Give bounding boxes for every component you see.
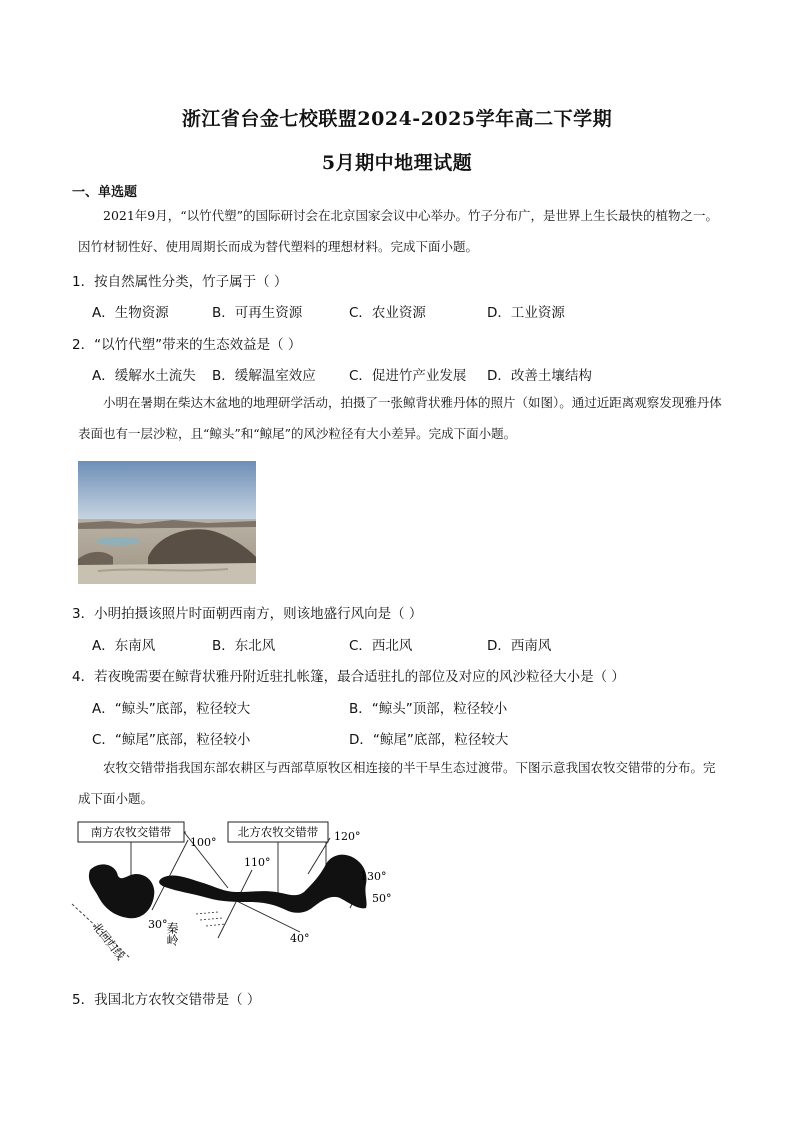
q3-option-a: A．东南风 bbox=[92, 638, 156, 654]
q4-option-b: B．“鲸头”顶部，粒径较小 bbox=[349, 701, 508, 717]
south-label: 南方农牧交错带 bbox=[90, 825, 172, 839]
question-1: 1．按自然属性分类，竹子属于（ ） bbox=[72, 274, 288, 290]
q3-option-c: C．西北风 bbox=[349, 638, 413, 654]
q2-option-a: A．缓解水土流失 bbox=[92, 368, 196, 384]
q1-option-d: D．工业资源 bbox=[487, 305, 565, 321]
q1-option-b: B．可再生资源 bbox=[212, 305, 303, 321]
q2-option-c: C．促进竹产业发展 bbox=[349, 368, 467, 384]
section-heading: 一、单选题 bbox=[72, 185, 138, 200]
yardang-photo-image bbox=[78, 461, 256, 584]
passage-bamboo: 2021年9月，“以竹代塑”的国际研讨会在北京国家会议中心举办。竹子分布广，是世界上生长最快的植物之一。因竹材韧性好、使用周期长而成为替代塑料的理想材料。完成下面小题。 bbox=[78, 208, 719, 254]
lon-130-label: 130° bbox=[360, 870, 387, 883]
passage-yardang: 小明在暑期在柴达木盆地的地理研学活动，拍摄了一张鲸背状雅丹体的照片（如图）。通过近距离观察发现雅丹体表面也有一层沙粒，且“鲸头”和“鲸尾”的风沙粒径有大小差异。完成下面小题。 bbox=[78, 395, 722, 441]
lat-50-label: 50° bbox=[372, 892, 392, 905]
q4-option-a: A．“鲸头”底部，粒径较大 bbox=[92, 701, 251, 717]
question-3: 3．小明拍摄该照片时面朝西南方，则该地盛行风向是（ ） bbox=[72, 606, 423, 622]
q4-option-d: D．“鲸尾”底部，粒径较大 bbox=[349, 732, 509, 748]
tropic-label: 北回归线 bbox=[89, 919, 127, 963]
lon-110-label: 110° bbox=[244, 856, 271, 869]
doc-title-line1: 浙江省台金七校联盟2024-2025学年高二下学期 bbox=[181, 108, 613, 130]
question-5: 5．我国北方农牧交错带是（ ） bbox=[72, 992, 261, 1008]
qinling-label: 秦岭 bbox=[165, 922, 179, 946]
ecotone-map-figure bbox=[68, 818, 408, 976]
ecotone-map bbox=[68, 818, 408, 976]
q1-option-c: C．农业资源 bbox=[349, 305, 426, 321]
south-belt-shape bbox=[89, 864, 154, 918]
q3-option-b: B．东北风 bbox=[212, 638, 276, 654]
yardang-photo bbox=[78, 461, 256, 584]
q4-option-c: C．“鲸尾”底部，粒径较小 bbox=[92, 732, 251, 748]
lat-30-label: 30° bbox=[148, 918, 168, 931]
lat-40-label: 40° bbox=[290, 932, 310, 945]
q2-option-d: D．改善土壤结构 bbox=[487, 368, 592, 384]
passage-ecotone: 农牧交错带指我国东部农耕区与西部草原牧区相连接的半干旱生态过渡带。下图示意我国农牧交错带的分布。完成下面小题。 bbox=[78, 760, 716, 806]
lon-100-label: 100° bbox=[190, 836, 217, 849]
lon-120-label: 120° bbox=[334, 830, 361, 843]
question-4: 4．若夜晚需要在鲸背状雅丹附近驻扎帐篷，最合适驻扎的部位及对应的风沙粒径大小是（ ） bbox=[72, 669, 625, 685]
q1-option-a: A．生物资源 bbox=[92, 305, 169, 321]
question-2: 2．“以竹代塑”带来的生态效益是（ ） bbox=[72, 337, 302, 353]
q3-option-d: D．西南风 bbox=[487, 638, 552, 654]
north-label: 北方农牧交错带 bbox=[237, 825, 319, 839]
q2-option-b: B．缓解温室效应 bbox=[212, 368, 316, 384]
doc-title-line2: 5月期中地理试题 bbox=[321, 152, 473, 174]
